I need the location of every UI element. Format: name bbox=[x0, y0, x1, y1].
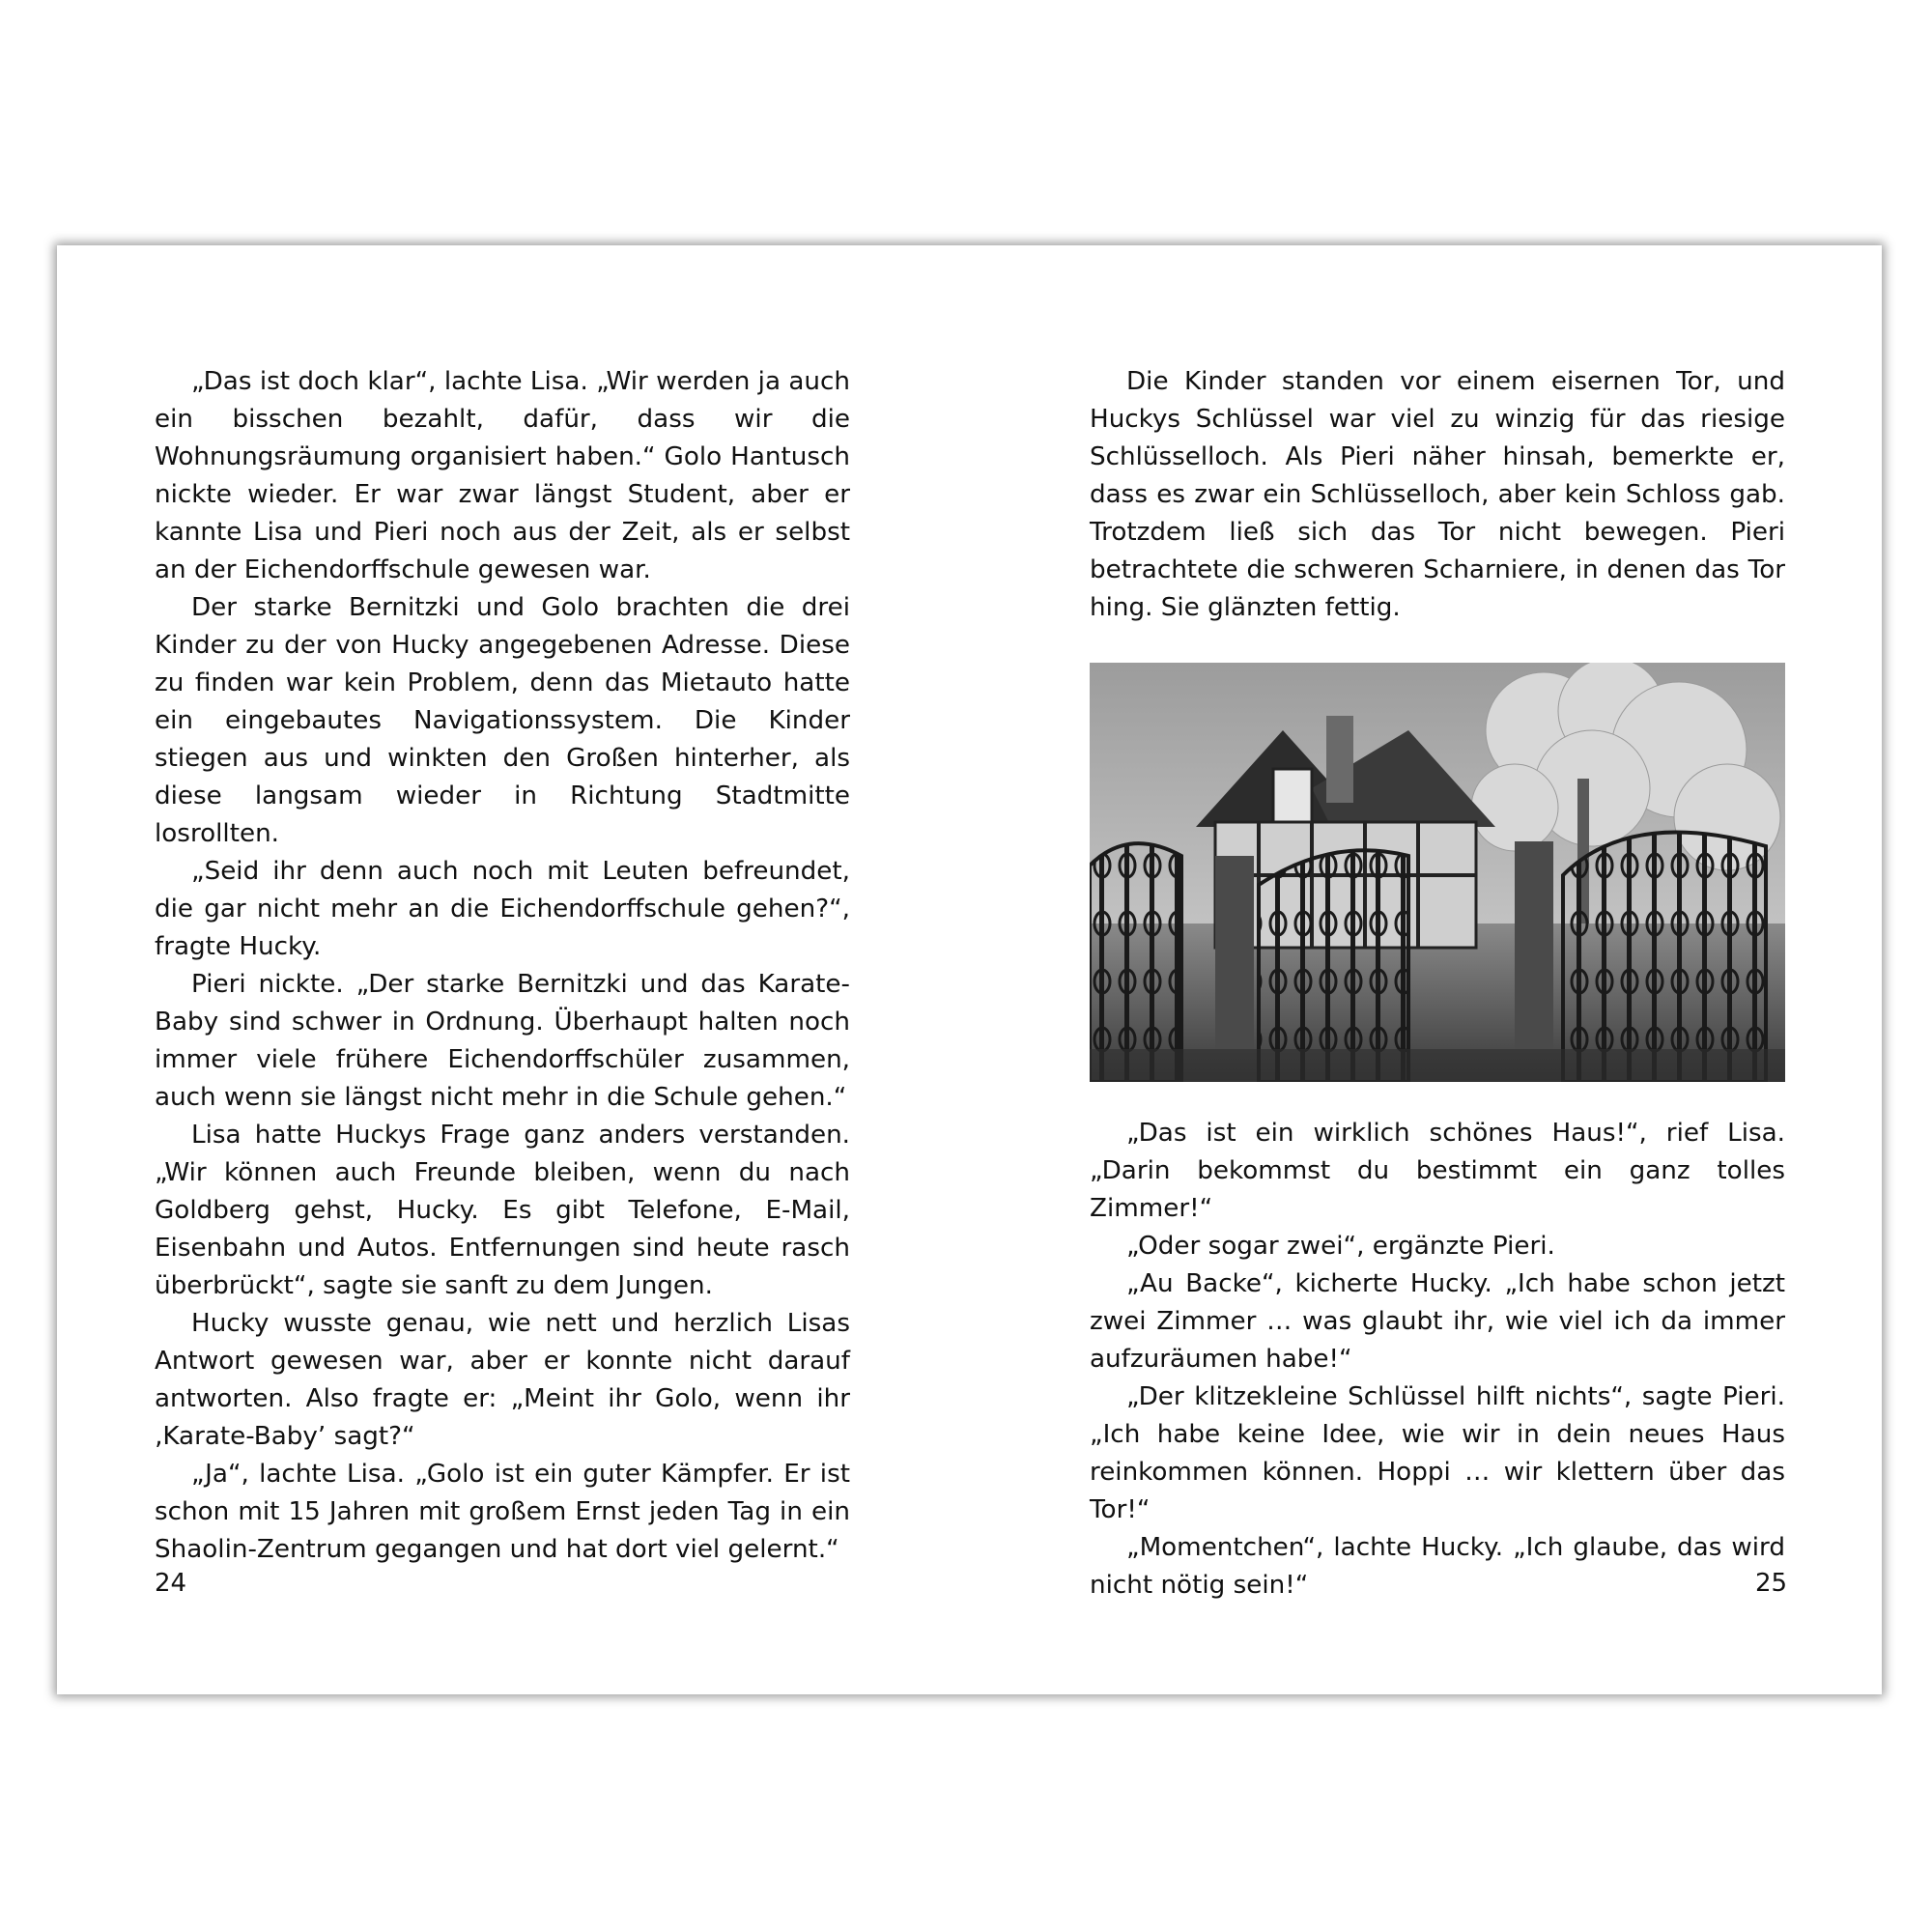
paragraph: „Der klitzekleine Schlüssel hilft nichts“, sagte Pieri. „Ich habe keine Idee, wie wir in dein neues Haus reinkommen können. Hoppi … wir klettern über das Tor!“ bbox=[1090, 1382, 1785, 1524]
paragraph: „Au Backe“, kicherte Hucky. „Ich habe schon jetzt zwei Zimmer … was glaubt ihr, wie viel ich da immer aufzuräumen habe!“ bbox=[1090, 1269, 1785, 1374]
paragraph: „Das ist ein wirklich schönes Haus!“, rief Lisa. „Darin bekommst du bestimmt ein ganz tolles Zimmer!“ bbox=[1090, 1119, 1785, 1223]
paragraph: Pieri nickte. „Der starke Bernitzki und das Karate-Baby sind schwer in Ordnung. Überhaupt halten noch immer viele frühere Eichendorffschüler zusammen, auch wenn sie längst nicht mehr in die Schule gehen.“ bbox=[155, 970, 850, 1112]
paragraph: „Momentchen“, lachte Hucky. „Ich glaube, das wird nicht nötig sein!“ bbox=[1090, 1533, 1785, 1600]
paragraph: Der starke Bernitzki und Golo brachten die drei Kinder zu der von Hucky angegebenen Adresse. Diese zu finden war kein Problem, denn das Mietauto hatte ein eingebautes Navigationssystem. Die Kinder stiegen aus und winkten den Großen hinterher, als diese langsam wieder in Richtung Stadtmitte losrollten. bbox=[155, 593, 850, 848]
paragraph: „Das ist doch klar“, lachte Lisa. „Wir werden ja auch ein bisschen bezahlt, dafür, dass wir die Wohnungsräumung organisiert haben.“ Golo Hantusch nickte wieder. Er war zwar längst Student, aber er kannte Lisa und Pieri noch aus der Zeit, als er selbst an der Eichendorffschule gewesen war. bbox=[155, 367, 850, 584]
house-gate-illustration bbox=[1090, 663, 1785, 1082]
right-page-text-top bbox=[1090, 363, 1785, 627]
right-page-text-bottom bbox=[1090, 1115, 1788, 1605]
left-page-text bbox=[155, 363, 850, 1569]
paragraph: Lisa hatte Huckys Frage ganz anders verstanden. „Wir können auch Freunde bleiben, wenn du nach Goldberg gehst, Hucky. Es gibt Telefone, E-Mail, Eisenbahn und Autos. Entfernungen sind heute rasch überbrückt“, sagte sie sanft zu dem Jungen. bbox=[155, 1121, 850, 1300]
paragraph: „Ja“, lachte Lisa. „Golo ist ein guter Kämpfer. Er ist schon mit 15 Jahren mit großem Ernst jeden Tag in ein Shaolin-Zentrum gegangen und hat dort viel gelernt.“ bbox=[155, 1460, 850, 1564]
paragraph: „Seid ihr denn auch noch mit Leuten befreundet, die gar nicht mehr an die Eichendorffschule gehen?“, fragte Hucky. bbox=[155, 857, 850, 961]
paragraph: Hucky wusste genau, wie nett und herzlich Lisas Antwort gewesen war, aber er konnte nicht darauf antworten. Also fragte er: „Meint ihr Golo, wenn ihr ‚Karate-Baby’ sagt?“ bbox=[155, 1309, 850, 1451]
page-number-right: 25 bbox=[1755, 1569, 1788, 1598]
paragraph: Die Kinder standen vor einem eisernen Tor, und Huckys Schlüssel war viel zu winzig für das riesige Schlüsselloch. Als Pieri näher hinsah, bemerkte er, dass es zwar ein Schlüsselloch, aber kein Schloss gab. Trotzdem ließ sich das Tor nicht bewegen. Pieri betrachtete die schweren Scharniere, in denen das Tor hing. Sie glänzten fettig. bbox=[1090, 367, 1785, 622]
page-number-left: 24 bbox=[155, 1569, 187, 1598]
book-spread bbox=[57, 245, 1882, 1694]
paragraph: „Oder sogar zwei“, ergänzte Pieri. bbox=[1126, 1232, 1555, 1261]
